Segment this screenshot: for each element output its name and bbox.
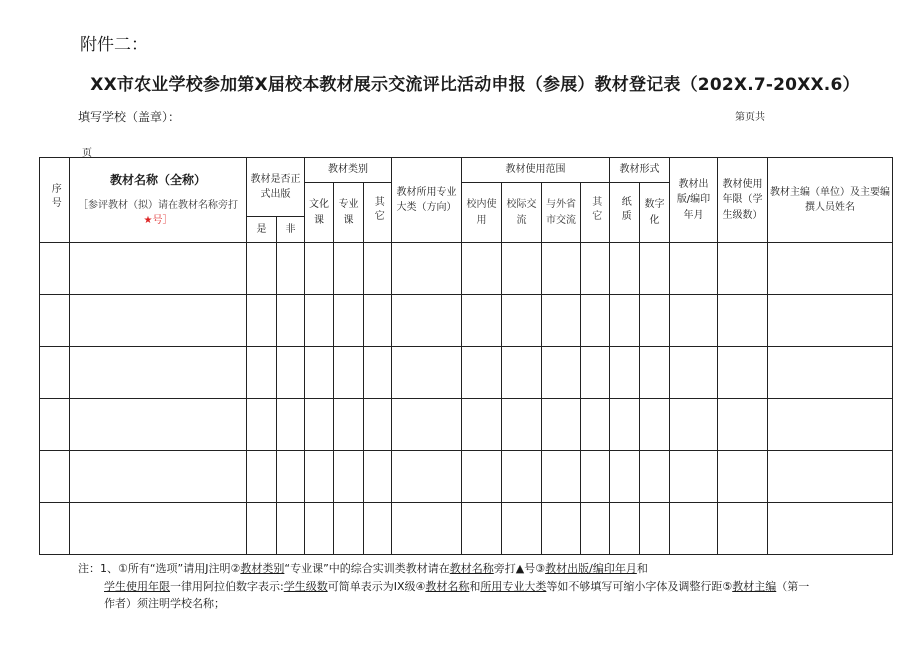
table-cell[interactable]: [718, 503, 768, 555]
table-cell[interactable]: [364, 399, 392, 451]
table-cell[interactable]: [392, 451, 462, 503]
table-cell[interactable]: [610, 347, 640, 399]
table-cell[interactable]: [670, 451, 718, 503]
table-cell[interactable]: [542, 503, 581, 555]
table-cell[interactable]: [768, 347, 893, 399]
table-cell[interactable]: [640, 451, 670, 503]
table-cell[interactable]: [305, 347, 334, 399]
col-scope-inschool-header: 校内使用: [462, 183, 502, 243]
table-cell[interactable]: [70, 451, 247, 503]
school-label: 填写学校（盖章）：: [78, 110, 181, 124]
table-cell[interactable]: [581, 399, 610, 451]
table-cell[interactable]: [334, 295, 364, 347]
table-cell[interactable]: [768, 243, 893, 295]
table-cell[interactable]: [610, 451, 640, 503]
table-cell[interactable]: [392, 347, 462, 399]
table-cell[interactable]: [670, 243, 718, 295]
table-cell[interactable]: [305, 451, 334, 503]
table-cell[interactable]: [334, 399, 364, 451]
table-cell[interactable]: [364, 451, 392, 503]
table-cell[interactable]: [610, 399, 640, 451]
table-cell[interactable]: [40, 347, 70, 399]
table-cell[interactable]: [40, 399, 70, 451]
table-cell[interactable]: [277, 399, 305, 451]
table-cell[interactable]: [462, 503, 502, 555]
table-cell[interactable]: [610, 503, 640, 555]
table-cell[interactable]: [277, 451, 305, 503]
table-cell[interactable]: [334, 451, 364, 503]
table-cell[interactable]: [70, 295, 247, 347]
table-cell[interactable]: [542, 295, 581, 347]
table-row: [40, 347, 893, 399]
table-cell[interactable]: [670, 503, 718, 555]
table-cell[interactable]: [718, 243, 768, 295]
page-title: XX市农业学校参加第X届校本教材展示交流评比活动申报（参展）教材登记表（202X.7-20XX.6）: [90, 75, 860, 95]
table-cell[interactable]: [670, 347, 718, 399]
col-category-header: 教材类别: [305, 158, 392, 183]
table-cell[interactable]: [70, 399, 247, 451]
table-cell[interactable]: [542, 399, 581, 451]
table-cell[interactable]: [581, 503, 610, 555]
table-cell[interactable]: [392, 399, 462, 451]
table-cell[interactable]: [40, 503, 70, 555]
table-cell[interactable]: [40, 243, 70, 295]
table-cell[interactable]: [247, 399, 277, 451]
table-cell[interactable]: [364, 243, 392, 295]
table-cell[interactable]: [277, 503, 305, 555]
table-cell[interactable]: [581, 295, 610, 347]
table-cell[interactable]: [40, 451, 70, 503]
table-cell[interactable]: [718, 295, 768, 347]
table-row: [40, 295, 893, 347]
table-cell[interactable]: [670, 295, 718, 347]
table-cell[interactable]: [502, 295, 542, 347]
table-cell[interactable]: [542, 451, 581, 503]
note-line-1: 注：1、①所有“选项”请用J注明②教材类别“专业课”中的综合实训类教材请在教材名称旁打▲号③教材出版/编印年月和: [78, 562, 648, 575]
table-cell[interactable]: [247, 295, 277, 347]
table-cell[interactable]: [305, 295, 334, 347]
table-cell[interactable]: [718, 347, 768, 399]
col-form-digital-header: 数字化: [640, 183, 670, 243]
col-major-class-header: 教材所用专业大类（方向）: [392, 158, 462, 243]
col-published-header: 教材是否正式出版: [247, 158, 305, 217]
table-cell[interactable]: [364, 347, 392, 399]
note-line-3: 作者）须注明学校名称；: [104, 597, 225, 611]
table-cell[interactable]: [718, 399, 768, 451]
table-cell[interactable]: [462, 451, 502, 503]
table-cell[interactable]: [334, 243, 364, 295]
table-cell[interactable]: [640, 399, 670, 451]
table-cell[interactable]: [462, 399, 502, 451]
col-cat-other-header: 其它: [364, 183, 392, 243]
table-cell[interactable]: [40, 295, 70, 347]
table-cell[interactable]: [581, 347, 610, 399]
table-cell[interactable]: [364, 295, 392, 347]
table-cell[interactable]: [462, 347, 502, 399]
table-cell[interactable]: [462, 243, 502, 295]
col-seq-header: 序号: [40, 158, 70, 243]
table-cell[interactable]: [768, 503, 893, 555]
col-scope-outside-header: 与外省市交流: [542, 183, 581, 243]
table-row: [40, 451, 893, 503]
table-cell[interactable]: [502, 399, 542, 451]
table-cell[interactable]: [610, 243, 640, 295]
col-scope-header: 教材使用范围: [462, 158, 610, 183]
table-cell[interactable]: [277, 347, 305, 399]
attachment-label: 附件二：: [80, 35, 148, 55]
table-cell[interactable]: [70, 243, 247, 295]
table-cell[interactable]: [70, 503, 247, 555]
table-cell[interactable]: [392, 243, 462, 295]
col-pubdate-header: 教材出版/编印年月: [670, 158, 718, 243]
table-cell[interactable]: [305, 399, 334, 451]
table-cell[interactable]: [581, 451, 610, 503]
table-cell[interactable]: [70, 347, 247, 399]
table-cell[interactable]: [640, 347, 670, 399]
registration-table: [39, 157, 893, 555]
header-row-1: [40, 158, 893, 183]
table-cell[interactable]: [768, 451, 893, 503]
table-cell[interactable]: [334, 503, 364, 555]
col-form-header: 教材形式: [610, 158, 670, 183]
col-scope-interschool-header: 校际交流: [502, 183, 542, 243]
table-cell[interactable]: [305, 503, 334, 555]
col-pub-yes-header: 是: [247, 217, 277, 243]
page-count-label-2: 页: [82, 148, 92, 159]
table-cell[interactable]: [334, 347, 364, 399]
note-line-2: 学生使用年限一律用阿拉伯数字表示:学生级数可简单表示为IX级④教材名称和所用专业大类等如不够填写可缩小字体及调整行距⑤教材主编（第一: [104, 579, 810, 593]
table-cell[interactable]: [392, 295, 462, 347]
table-cell[interactable]: [718, 451, 768, 503]
col-grade-header: 教材使用年限（学生级数）: [718, 158, 768, 243]
table-cell[interactable]: [768, 295, 893, 347]
table-cell[interactable]: [277, 243, 305, 295]
table-row: [40, 503, 893, 555]
table-row: [40, 399, 893, 451]
table-cell[interactable]: [640, 503, 670, 555]
col-form-paper-header: 纸质: [610, 183, 640, 243]
table-cell[interactable]: [305, 243, 334, 295]
table-cell[interactable]: [277, 295, 305, 347]
table-cell[interactable]: [247, 451, 277, 503]
table-cell[interactable]: [502, 451, 542, 503]
table-cell[interactable]: [640, 243, 670, 295]
table-cell[interactable]: [768, 399, 893, 451]
notes-section: [78, 560, 898, 613]
table-cell[interactable]: [542, 347, 581, 399]
table-cell[interactable]: [364, 503, 392, 555]
table-row: [40, 243, 893, 295]
table-cell[interactable]: [502, 243, 542, 295]
table-cell[interactable]: [670, 399, 718, 451]
table-cell[interactable]: [392, 503, 462, 555]
col-cat-culture-header: 文化课: [305, 183, 334, 243]
table-cell[interactable]: [581, 243, 610, 295]
table-cell[interactable]: [247, 503, 277, 555]
col-pub-no-header: 非: [277, 217, 305, 243]
col-scope-other-header: 其它: [581, 183, 610, 243]
table-cell[interactable]: [640, 295, 670, 347]
table-cell[interactable]: [247, 243, 277, 295]
page-count-label: 第页共: [735, 112, 765, 123]
table-cell[interactable]: [502, 503, 542, 555]
table-cell[interactable]: [610, 295, 640, 347]
col-editor-header: 教材主编（单位）及主要编撰人员姓名: [768, 158, 893, 243]
col-cat-major-header: 专业课: [334, 183, 364, 243]
col-name-header: 教材名称（全称） ［参评教材（拟）请在教材名称旁打 ★号］: [70, 158, 247, 243]
table-cell[interactable]: [462, 295, 502, 347]
table-cell[interactable]: [247, 347, 277, 399]
table-cell[interactable]: [542, 243, 581, 295]
table-cell[interactable]: [502, 347, 542, 399]
